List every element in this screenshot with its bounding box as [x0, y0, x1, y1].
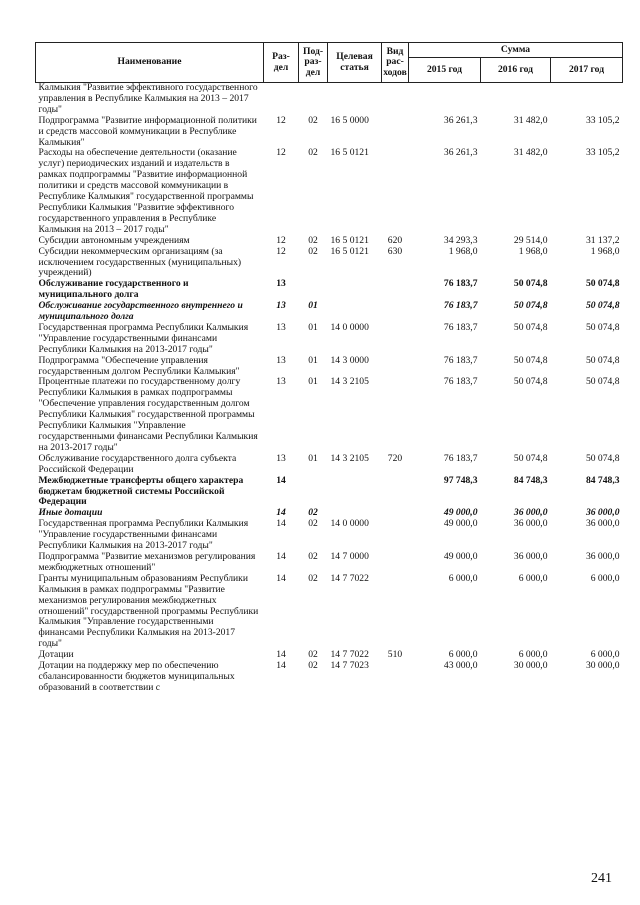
cell-2015: 43 000,0 [443, 660, 478, 672]
cell-razdel: 13 [276, 354, 286, 366]
cell-vid [382, 661, 409, 694]
cell-2016: 50 074,8 [513, 376, 548, 388]
header-name: Наименование [36, 43, 264, 83]
cell-razdel: 12 [276, 234, 286, 246]
cell-tselevaya [328, 301, 382, 323]
cell-name: Государственная программа Республики Калмыкия "Управление государственными финансами Республики Калмыкия на 2013-2017 годы" [38, 518, 249, 552]
cell-tselevaya: 14 7 0000 [330, 550, 369, 562]
cell-vid: 620 [387, 234, 403, 246]
cell-2016: 29 514,0 [513, 234, 548, 246]
cell-2017: 36 000,0 [585, 518, 620, 530]
header-podrazdel: Под-раз-дел [299, 43, 328, 83]
cell-vid [382, 356, 409, 378]
cell-2016: 30 000,0 [513, 660, 548, 672]
table-row [36, 454, 623, 476]
cell-podrazdel: 02 [308, 507, 318, 519]
cell-vid [382, 508, 409, 519]
cell-podrazdel: 02 [308, 234, 318, 246]
cell-podrazdel: 01 [308, 354, 318, 366]
cell-2015: 49 000,0 [443, 550, 478, 562]
cell-2017: 30 000,0 [585, 660, 620, 672]
cell-razdel: 14 [276, 518, 286, 530]
table-row [36, 148, 623, 235]
cell-razdel: 13 [276, 321, 286, 333]
cell-tselevaya [328, 279, 382, 301]
cell-razdel: 14 [276, 550, 286, 562]
cell-2016 [481, 83, 551, 116]
table-header [36, 43, 623, 83]
table-row [36, 552, 623, 574]
cell-name: Субсидии автономным учреждениям [38, 234, 190, 246]
header-2015: 2015 год [409, 58, 481, 83]
cell-tselevaya: 14 3 2105 [330, 452, 369, 464]
cell-name: Субсидии некоммерческим организациям (за исключением государственных (муниципальных) учреждений) [38, 245, 242, 279]
cell-2017: 50 074,8 [585, 278, 620, 290]
cell-razdel: 14 [276, 507, 286, 519]
cell-2017 [551, 83, 623, 116]
cell-tselevaya: 16 5 0121 [330, 234, 369, 246]
cell-name: Обслуживание государственного внутреннего и муниципального долга [38, 300, 243, 323]
cell-2015: 49 000,0 [443, 507, 478, 519]
table-row [36, 83, 623, 116]
cell-2016: 50 074,8 [513, 321, 548, 333]
cell-2015 [409, 83, 481, 116]
header-2016: 2016 год [481, 58, 551, 83]
cell-name: Государственная программа Республики Калмыкия "Управление государственными финансами Республики Калмыкия на 2013-2017 годы" [38, 321, 249, 355]
cell-tselevaya: 14 0 0000 [330, 518, 369, 530]
cell-2016: 1 968,0 [518, 245, 548, 257]
cell-2017: 50 074,8 [585, 452, 620, 464]
cell-name: Дотации [38, 649, 74, 661]
cell-2015: 76 183,7 [443, 321, 478, 333]
cell-vid [382, 301, 409, 323]
cell-name: Калмыкия "Развитие эффективного государственного управления в Республике Калмыкия на 2013 – 2017 годы" [38, 82, 258, 115]
cell-2015: 76 183,7 [443, 300, 478, 312]
cell-tselevaya: 14 7 7023 [330, 660, 369, 672]
table-row [36, 476, 623, 509]
cell-vid [382, 279, 409, 301]
cell-tselevaya: 14 7 7022 [330, 649, 369, 661]
cell-2017: 31 137,2 [585, 234, 620, 246]
table-row [36, 661, 623, 694]
cell-2016: 50 074,8 [513, 452, 548, 464]
table-row [36, 574, 623, 650]
cell-podrazdel: 02 [308, 660, 318, 672]
cell-razdel: 13 [276, 452, 286, 464]
cell-2016: 36 000,0 [513, 550, 548, 562]
cell-razdel: 13 [276, 278, 286, 290]
cell-name: Подпрограмма "Обеспечение управления государственным долгом Республики Калмыкия" [38, 354, 240, 377]
header-tselevaya: Целевая статья [328, 43, 382, 83]
cell-2016: 50 074,8 [513, 278, 548, 290]
cell-2015: 36 261,3 [443, 147, 478, 159]
cell-tselevaya [328, 476, 382, 509]
cell-podrazdel: 02 [308, 245, 318, 257]
table-row [36, 519, 623, 552]
cell-2017: 6 000,0 [590, 572, 620, 584]
cell-name: Подпрограмма "Развитие информационной политики и средств массовой коммуникации в Республике Калмыкия" [38, 114, 257, 148]
cell-2017: 84 748,3 [585, 474, 620, 486]
cell-2016: 6 000,0 [518, 572, 548, 584]
header-2017: 2017 год [551, 58, 623, 83]
cell-name: Иные дотации [38, 507, 103, 519]
cell-razdel: 13 [276, 300, 286, 312]
cell-razdel: 13 [276, 376, 286, 388]
cell-2016: 36 000,0 [513, 518, 548, 530]
table-row [36, 377, 623, 453]
cell-vid [382, 476, 409, 509]
cell-name: Дотации на поддержку мер по обеспечению сбалансированности бюджетов муниципальных образований в соответствии с [38, 660, 235, 693]
cell-podrazdel [299, 83, 328, 116]
cell-2017: 33 105,2 [585, 114, 620, 126]
cell-podrazdel: 01 [308, 376, 318, 388]
cell-2017: 50 074,8 [585, 300, 620, 312]
cell-vid: 510 [387, 649, 403, 661]
cell-razdel: 14 [276, 649, 286, 661]
cell-vid [382, 574, 409, 650]
cell-podrazdel [299, 476, 328, 509]
cell-vid [382, 148, 409, 235]
cell-podrazdel: 02 [308, 572, 318, 584]
cell-2015: 36 261,3 [443, 114, 478, 126]
table-row [36, 279, 623, 301]
cell-podrazdel: 02 [308, 550, 318, 562]
cell-2015: 76 183,7 [443, 278, 478, 290]
cell-name: Обслуживание государственного долга субъекта Российской Федерации [38, 452, 237, 475]
cell-vid [382, 552, 409, 574]
table-row [36, 323, 623, 356]
cell-vid [382, 83, 409, 116]
cell-tselevaya: 14 3 2105 [330, 376, 369, 388]
cell-razdel: 14 [276, 572, 286, 584]
cell-podrazdel: 02 [308, 518, 318, 530]
budget-table [35, 42, 623, 694]
cell-tselevaya [328, 83, 382, 116]
table-body [36, 83, 623, 694]
cell-razdel: 12 [276, 114, 286, 126]
cell-podrazdel: 02 [308, 649, 318, 661]
cell-razdel: 14 [276, 474, 286, 486]
cell-2015: 76 183,7 [443, 452, 478, 464]
cell-razdel: 12 [276, 245, 286, 257]
cell-2016: 50 074,8 [513, 354, 548, 366]
cell-2017: 33 105,2 [585, 147, 620, 159]
cell-2017: 6 000,0 [590, 649, 620, 661]
cell-name: Обслуживание государственного и муниципального долга [38, 278, 189, 301]
budget-table-container [35, 42, 622, 694]
cell-name: Межбюджетные трансферты общего характера бюджетам бюджетной системы Российской Федерации [38, 474, 244, 508]
cell-name: Расходы на обеспечение деятельности (оказание услуг) периодических изданий и издательств в рамках подпрограммы "Развитие информационной политики и средств массовой коммуникации в Республике Калмыкия" государственной программы Республики Калмыкия "Развитие эффективного государственного управления в Республике Калмыкия на 2013 – 2017 годы" [38, 147, 254, 235]
table-row [36, 247, 623, 280]
cell-2016: 36 000,0 [513, 507, 548, 519]
header-razdel: Раз-дел [264, 43, 299, 83]
cell-vid [382, 519, 409, 552]
cell-2015: 97 748,3 [443, 474, 478, 486]
cell-tselevaya: 14 3 0000 [330, 354, 369, 366]
cell-2017: 36 000,0 [585, 507, 620, 519]
table-row [36, 356, 623, 378]
cell-tselevaya: 16 5 0121 [330, 147, 369, 159]
cell-2017: 50 074,8 [585, 321, 620, 333]
cell-vid: 720 [387, 452, 403, 464]
cell-2016: 31 482,0 [513, 147, 548, 159]
cell-name: Процентные платежи по государственному долгу Республики Калмыкия в рамках подпрограммы "Обеспечение управления государственным долгом Республики Калмыкия" государственной программы Республики Калмыкия "Управление государственными финансами Республики Калмыкия на 2013-2017 годы" [38, 376, 258, 453]
cell-tselevaya: 14 0 0000 [330, 321, 369, 333]
header-summa: Сумма [409, 43, 623, 58]
cell-vid [382, 377, 409, 453]
cell-2017: 50 074,8 [585, 354, 620, 366]
cell-2015: 49 000,0 [443, 518, 478, 530]
page-number: 241 [591, 871, 612, 886]
table-row [36, 301, 623, 323]
cell-2015: 76 183,7 [443, 354, 478, 366]
cell-2017: 1 968,0 [590, 245, 620, 257]
table-row [36, 116, 623, 149]
cell-2016: 31 482,0 [513, 114, 548, 126]
cell-tselevaya: 16 5 0000 [330, 114, 369, 126]
header-vid: Вид рас-ходов [382, 43, 409, 83]
cell-2015: 6 000,0 [448, 649, 478, 661]
cell-podrazdel: 02 [308, 147, 318, 159]
cell-2016: 50 074,8 [513, 300, 548, 312]
cell-vid [382, 116, 409, 149]
cell-vid [382, 323, 409, 356]
cell-podrazdel: 01 [308, 300, 318, 312]
cell-2015: 34 293,3 [443, 234, 478, 246]
cell-razdel: 12 [276, 147, 286, 159]
cell-podrazdel: 01 [308, 321, 318, 333]
cell-2015: 6 000,0 [448, 572, 478, 584]
cell-podrazdel: 02 [308, 114, 318, 126]
cell-name: Подпрограмма "Развитие механизмов регулирования межбюджетных отношений" [38, 550, 256, 573]
cell-2017: 36 000,0 [585, 550, 620, 562]
cell-tselevaya: 14 7 7022 [330, 572, 369, 584]
cell-razdel: 14 [276, 660, 286, 672]
cell-podrazdel: 01 [308, 452, 318, 464]
cell-podrazdel [299, 279, 328, 301]
table-row [36, 236, 623, 247]
cell-2016: 6 000,0 [518, 649, 548, 661]
cell-2017: 50 074,8 [585, 376, 620, 388]
cell-2016: 84 748,3 [513, 474, 548, 486]
cell-razdel [264, 83, 299, 116]
cell-name: Гранты муниципальным образованиям Республики Калмыкия в рамках подпрограммы "Развитие механизмов регулирования межбюджетных отношений" государственной программы Республики Калмыкия "Управление государственными финансами Республики Калмыкия на 2013-2017 годы" [38, 572, 259, 650]
cell-2015: 76 183,7 [443, 376, 478, 388]
cell-vid: 630 [387, 245, 403, 257]
cell-tselevaya: 16 5 0121 [330, 245, 369, 257]
cell-2015: 1 968,0 [448, 245, 478, 257]
